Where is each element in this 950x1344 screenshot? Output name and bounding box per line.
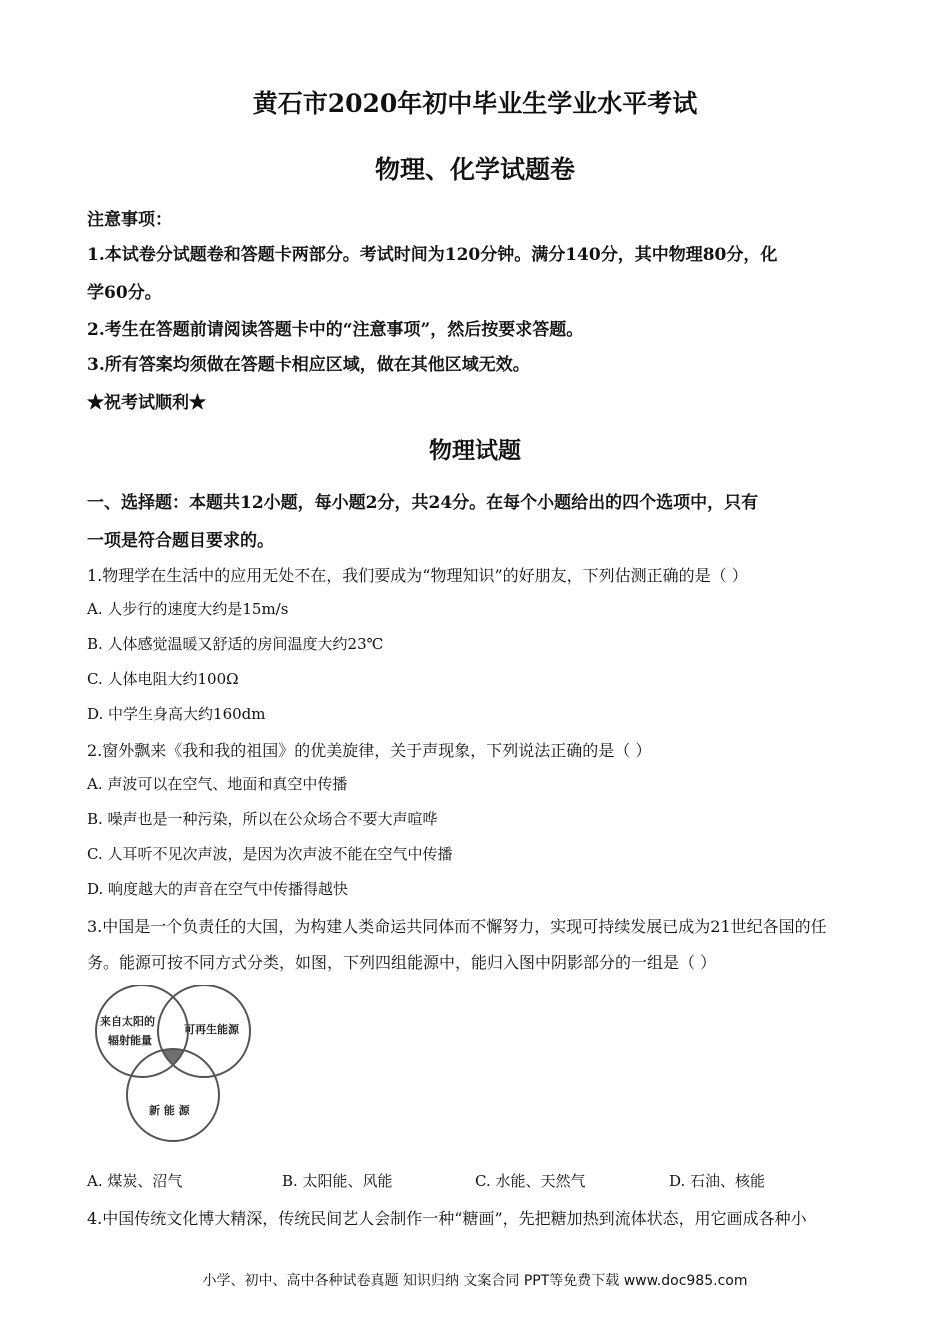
question-3-option-b: B. 太阳能、风能	[282, 1172, 393, 1190]
question-3-stem-cont: 务。能源可按不同方式分类，如图，下列四组能源中，能归入图中阴影部分的一组是（ ）	[87, 953, 717, 972]
exam-subtitle: 物理、化学试题卷	[374, 155, 575, 184]
question-2-option-a: A. 声波可以在空气、地面和真空中传播	[87, 775, 348, 793]
page-footer: 小学、初中、高中各种试卷真题 知识归纳 文案合同 PPT等免费下载 www.doc985.com	[202, 1273, 748, 1289]
notice-item-3: 3.所有答案均须做在答题卡相应区域，做在其他区域无效。	[87, 355, 530, 375]
question-3-stem: 3.中国是一个负责任的大国，为构建人类命运共同体而不懈努力，实现可持续发展已成为21世纪各国的任	[87, 917, 827, 936]
question-3-option-a: A. 煤炭、沼气	[87, 1172, 183, 1190]
energy-venn-diagram	[92, 985, 262, 1160]
notice-heading: 注意事项：	[87, 210, 172, 230]
question-1-option-b: B. 人体感觉温暖又舒适的房间温度大约23℃	[87, 635, 384, 653]
label-new-energy: 新 能 源	[149, 1104, 190, 1117]
question-2-option-d: D. 响度越大的声音在空气中传播得越快	[87, 880, 349, 898]
question-3-option-d: D. 石油、核能	[669, 1172, 766, 1190]
section-title: 物理试题	[429, 437, 521, 464]
question-2-option-b: B. 噪声也是一种污染，所以在公众场合不要大声喧哗	[87, 810, 438, 828]
question-2-option-c: C. 人耳听不见次声波，是因为次声波不能在空气中传播	[87, 845, 453, 863]
label-solar-radiation-1: 来自太阳的	[100, 1015, 155, 1028]
question-3-option-c: C. 水能、天然气	[475, 1172, 586, 1190]
question-1-option-a: A. 人步行的速度大约是15m/s	[87, 600, 289, 618]
question-1-option-d: D. 中学生身高大约160dm	[87, 705, 266, 723]
question-2-stem: 2.窗外飘来《我和我的祖国》的优美旋律，关于声现象，下列说法正确的是（ ）	[87, 741, 652, 760]
notice-item-1: 1.本试卷分试题卷和答题卡两部分。考试时间为120分钟。满分140分，其中物理80分，化	[87, 245, 778, 265]
question-4-stem: 4.中国传统文化博大精深，传统民间艺人会制作一种“糖画”，先把糖加热到流体状态，用它画成各种小	[87, 1209, 807, 1228]
part-1-instructions: 一、选择题：本题共12小题，每小题2分，共24分。在每个小题给出的四个选项中，只有	[87, 493, 759, 513]
question-1-option-c: C. 人体电阻大约100Ω	[87, 670, 239, 688]
part-1-instructions-cont: 一项是符合题目要求的。	[87, 531, 274, 551]
circle-solar-radiation	[96, 985, 188, 1077]
label-solar-radiation-2: 辐射能量	[108, 1034, 152, 1047]
good-luck-line: ★祝考试顺利★	[87, 393, 206, 413]
question-1-stem: 1.物理学在生活中的应用无处不在，我们要成为“物理知识”的好朋友，下列估测正确的是（ ）	[87, 566, 748, 585]
notice-item-2: 2.考生在答题前请阅读答题卡中的“注意事项”，然后按要求答题。	[87, 320, 584, 340]
label-renewable-energy: 可再生能源	[184, 1023, 239, 1036]
exam-title: 黄石市2020年初中毕业生学业水平考试	[252, 89, 698, 118]
notice-item-1-cont: 学60分。	[87, 283, 162, 303]
